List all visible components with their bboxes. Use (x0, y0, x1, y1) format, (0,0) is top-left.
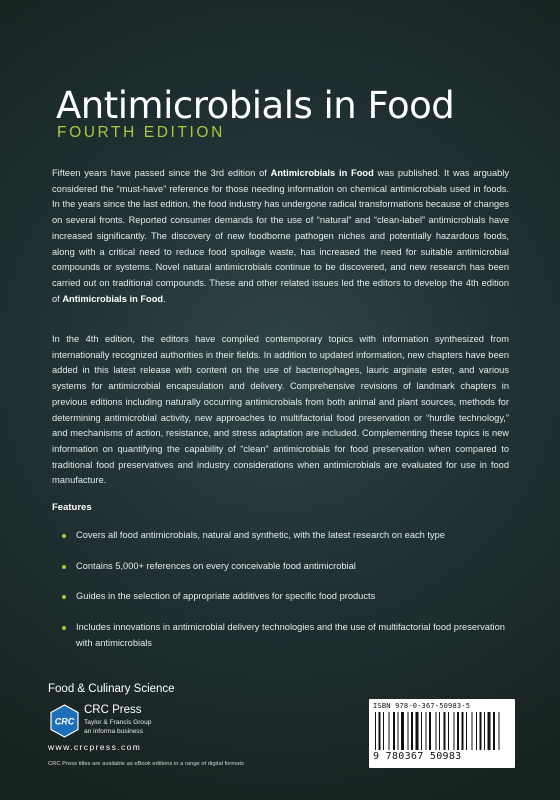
barcode-icon (373, 712, 511, 750)
p1-book-title-1: Antimicrobials in Food (270, 168, 374, 178)
feature-item (62, 589, 507, 605)
ebook-availability-note: CRC Press titles are available as eBook editions in a range of digital formats (48, 761, 244, 767)
logo-text: CRC (54, 716, 75, 727)
features-list (62, 528, 507, 667)
feature-item (62, 620, 507, 651)
edition-label: FOURTH EDITION (57, 124, 225, 141)
bullet-icon (62, 595, 66, 599)
feature-text: Contains 5,000+ references on every conceivable food antimicrobial (76, 560, 356, 571)
publisher-name: CRC Press (84, 704, 142, 716)
features-heading: Features (52, 502, 92, 513)
p1-text-b: was published. It was arguably considered the “must-have” reference for those needing information on chemical antimicrobials used in foods. In the years since the last edition, the food industry has undergone radical transformations because of changes on several fronts. Reported consumer demands for the use of “natural” and “clean-label” antimicrobials have increased significantly. The discovery of new foodborne pathogen niches and potentially hazardous foods, along with a critical need to reduce food spoilage waste, has increased the need for suitable antimicrobial compounds or systems. Novel natural antimicrobials continue to be discovered, and new research has been carried out on traditional compounds. These and other related issues led the editors to develop the 4th edition of (52, 168, 509, 304)
feature-text: Includes innovations in antimicrobial delivery technologies and the use of multifactorial food preservation with antimicrobials (76, 622, 505, 648)
description-paragraph-2: In the 4th edition, the editors have compiled contemporary topics with information synthesized from internationally recognized authorities in their fields. In addition to updated information, new chapters have been added in this latest release with content on the use of bacteriophages, lauric arginate ester, and various systems for antimicrobial encapsulation and delivery. Comprehensive revisions of landmark chapters in previous editions including naturally occurring antimicrobials from both animal and plant sources, methods for determining antimicrobial activity, new approaches to multifactorial food preservation or “hurdle technology,” and mechanisms of action, resistance, and stress adaptation are included. Complementing these topics is new information on quantifying the capability of “clean” antimicrobials for food preservation when compared to traditional food preservatives and industry considerations when antimicrobials are evaluated for use in food manufacture. (52, 334, 509, 486)
feature-item (62, 559, 507, 575)
p1-book-title-2: Antimicrobials in Food (62, 293, 164, 304)
feature-text: Covers all food antimicrobials, natural and synthetic, with the latest research on each type (76, 530, 445, 540)
subject-category: Food & Culinary Science (48, 683, 175, 695)
barcode-number: 9 780367 50983 (373, 751, 462, 762)
bullet-icon (62, 565, 66, 569)
crc-logo-icon (49, 704, 80, 738)
p1-text-c: . (163, 293, 166, 304)
feature-text: Guides in the selection of appropriate additives for specific food products (76, 591, 376, 602)
publisher-subtitle: an informa business (84, 728, 144, 735)
isbn-text: ISBN 978-0-367-50983-5 (373, 702, 471, 710)
bullet-icon (62, 626, 66, 630)
book-title: Antimicrobials in Food (56, 84, 455, 127)
description-paragraph-1 (52, 166, 509, 307)
publisher-website: www.crcpress.com (48, 742, 142, 752)
publisher-group: Taylor & Francis Group (84, 719, 152, 726)
feature-item (62, 528, 507, 544)
p1-text-a: Fifteen years have passed since the 3rd edition of (52, 168, 271, 178)
bullet-icon (62, 534, 66, 538)
barcode-box (369, 699, 515, 768)
